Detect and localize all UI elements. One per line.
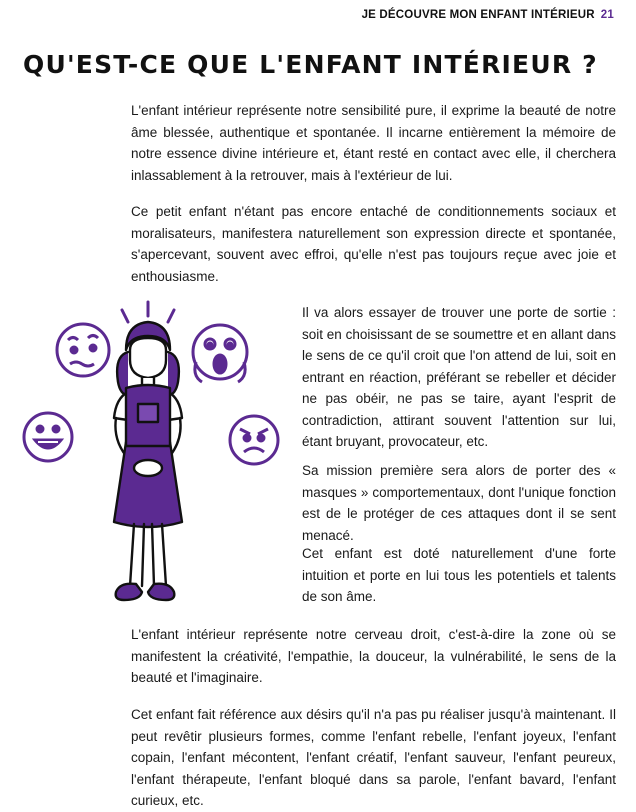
page-title: QU'EST-CE QUE L'ENFANT INTÉRIEUR ? [23,50,598,79]
angry-face-icon [230,416,278,464]
child-illustration [20,292,292,614]
paragraph-5: Cet enfant est doté naturellement d'une forte intuition et porte en lui tous les potentiels et talents de son âme. [302,546,616,604]
paragraph-4: Sa mission première sera alors de porter des « masques » comportementaux, dont l'unique fonction est de le protéger de ces attaques dont il se sent menacé. [302,463,616,543]
running-header [362,9,614,21]
happy-face-icon [24,413,72,461]
paragraph-3: Il va alors essayer de trouver une porte de sortie : soit en choisissant de se soumettre et en allant dans le sens de ce qu'il croit que l'on attend de lui, soit en entrant en réaction, préférant se rebeller et décider ne pas obéir, ne pas se taire, ayant l'esprit de contradiction, attirant souvent l'attention sur lui, étant bruyant, provocateur, etc. [302,305,616,449]
child-figure [114,322,182,600]
confused-face-icon [57,324,109,376]
paragraph-6: L'enfant intérieur représente notre cerveau droit, c'est-à-dire la zone où se manifestent la créativité, l'empathie, la douceur, la vulnérabilité, le sens de la beauté et l'imaginaire. [131,627,616,685]
emotion-rays-icon [122,302,174,322]
paragraph-2: Ce petit enfant n'étant pas encore entaché de conditionnements sociaux et moralisateurs, manifestera naturellement son expression directe et spontanée, s'apercevant, souvent avec effroi, qu'elle n'est pas toujours reçue avec joie et enthousiasme. [131,204,616,284]
section-title: JE DÉCOUVRE MON ENFANT INTÉRIEUR [361,9,595,21]
paragraph-7: Cet enfant fait référence aux désirs qu'il n'a pas pu réaliser jusqu'à maintenant. Il peut revêtir plusieurs formes, comme l'enfant rebelle, l'enfant joyeux, l'enfant copain, l'enfant mécontent, l'enfant créatif, l'enfant sauveur, l'enfant peureux, l'enfant thérapeute, l'enfant bloqué dans sa parole, l'enfant bavard, l'enfant curieux, etc. [131,707,616,808]
paragraph-1: L'enfant intérieur représente notre sensibilité pure, il exprime la beauté de notre âme blessée, authentique et spontanée. Il incarne entièrement la mémoire de notre essence divine intérieure et, étant resté en contact avec elle, il cherchera inlassablement à la retrouver, mais à l'extérieur de lui. [131,103,616,183]
page-number: 21 [600,9,614,21]
scared-face-icon [193,325,247,382]
